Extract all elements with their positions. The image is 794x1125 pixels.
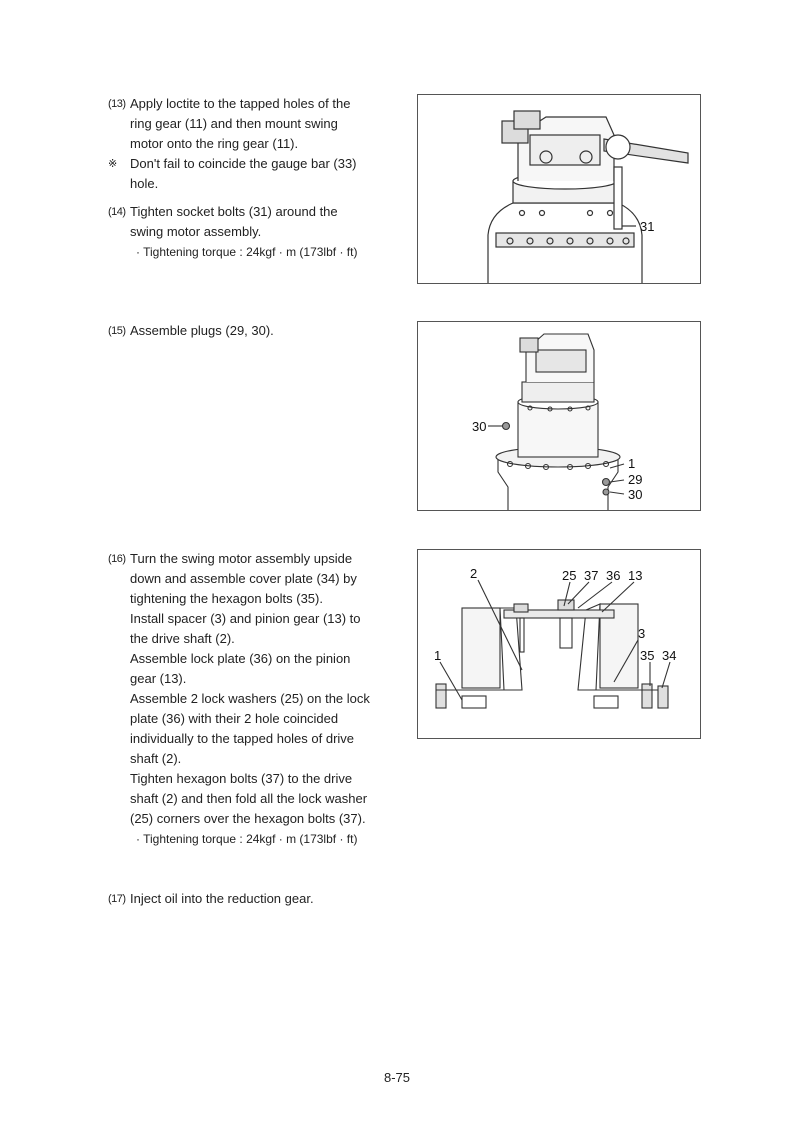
step-16 bbox=[108, 549, 380, 849]
step-text-line: swing motor assembly. bbox=[130, 224, 262, 239]
step-number: (14) bbox=[108, 206, 126, 218]
callout-30: 30 bbox=[472, 419, 487, 434]
step-text-line: shaft (2) and then fold all the lock washer bbox=[130, 791, 368, 806]
step-text-line: Assemble lock plate (36) on the pinion bbox=[130, 651, 351, 666]
step-number: (15) bbox=[108, 325, 126, 337]
step-text-line: down and assemble cover plate (34) by bbox=[130, 571, 357, 586]
callout-36: 36 bbox=[606, 568, 621, 583]
torque-spec: · Tightening torque : 24kgf · m (173lbf · ft) bbox=[136, 832, 358, 846]
note-text-line: hole. bbox=[130, 176, 159, 191]
step-number: (16) bbox=[108, 553, 126, 565]
figure-1-drawing bbox=[418, 95, 700, 283]
callout-35: 35 bbox=[640, 648, 655, 663]
step-text-line: Inject oil into the reduction gear. bbox=[130, 891, 314, 906]
callout-25: 25 bbox=[562, 568, 577, 583]
step-13 bbox=[108, 94, 380, 194]
callout-1: 1 bbox=[628, 456, 636, 471]
caution-note bbox=[108, 154, 380, 174]
step-text-line: Turn the swing motor assembly upside bbox=[130, 551, 353, 566]
callout-30-lower: 30 bbox=[628, 487, 643, 502]
callout-13: 13 bbox=[628, 568, 643, 583]
step-14 bbox=[108, 202, 380, 262]
step-15 bbox=[108, 321, 380, 341]
step-text-line: individually to the tapped holes of drive bbox=[130, 731, 355, 746]
torque-spec: · Tightening torque : 24kgf · m (173lbf · ft) bbox=[136, 245, 358, 259]
callout-34: 34 bbox=[662, 648, 677, 663]
figure-swing-motor-wrench bbox=[417, 94, 701, 284]
step-text-line: Assemble plugs (29, 30). bbox=[130, 323, 274, 338]
step-text-line: Assemble 2 lock washers (25) on the lock bbox=[130, 691, 370, 706]
step-text-line: shaft (2). bbox=[130, 751, 182, 766]
step-text-line: Tighten hexagon bolts (37) to the drive bbox=[130, 771, 353, 786]
step-text-line: motor onto the ring gear (11). bbox=[130, 136, 299, 151]
step-text-line: (25) corners over the hexagon bolts (37). bbox=[130, 811, 366, 826]
callout-3: 3 bbox=[638, 626, 646, 641]
figure-2-drawing bbox=[418, 322, 700, 510]
callout-31: 31 bbox=[640, 219, 655, 234]
step-text-line: Install spacer (3) and pinion gear (13) to bbox=[130, 611, 361, 626]
step-text-line: tightening the hexagon bolts (35). bbox=[130, 591, 323, 606]
figure-plugs bbox=[417, 321, 701, 511]
step-text-line: Apply loctite to the tapped holes of the bbox=[130, 96, 351, 111]
step-text-line: Tighten socket bolts (31) around the bbox=[130, 204, 338, 219]
note-mark-icon: ※ bbox=[108, 158, 118, 170]
note-text-line: Don't fail to coincide the gauge bar (33) bbox=[130, 156, 357, 171]
step-number: (17) bbox=[108, 893, 126, 905]
step-text-line: gear (13). bbox=[130, 671, 187, 686]
callout-37: 37 bbox=[584, 568, 599, 583]
callout-2: 2 bbox=[470, 566, 478, 581]
step-number: (13) bbox=[108, 98, 126, 110]
step-text-line: ring gear (11) and then mount swing bbox=[130, 116, 338, 131]
figure-3-drawing bbox=[418, 550, 700, 738]
step-text-line: the drive shaft (2). bbox=[130, 631, 235, 646]
step-text-line: plate (36) with their 2 hole coincided bbox=[130, 711, 339, 726]
callout-1: 1 bbox=[434, 648, 442, 663]
callout-29: 29 bbox=[628, 472, 643, 487]
figure-cross-section bbox=[417, 549, 701, 739]
step-17 bbox=[108, 889, 380, 909]
page-number: 8-75 bbox=[383, 1070, 411, 1085]
